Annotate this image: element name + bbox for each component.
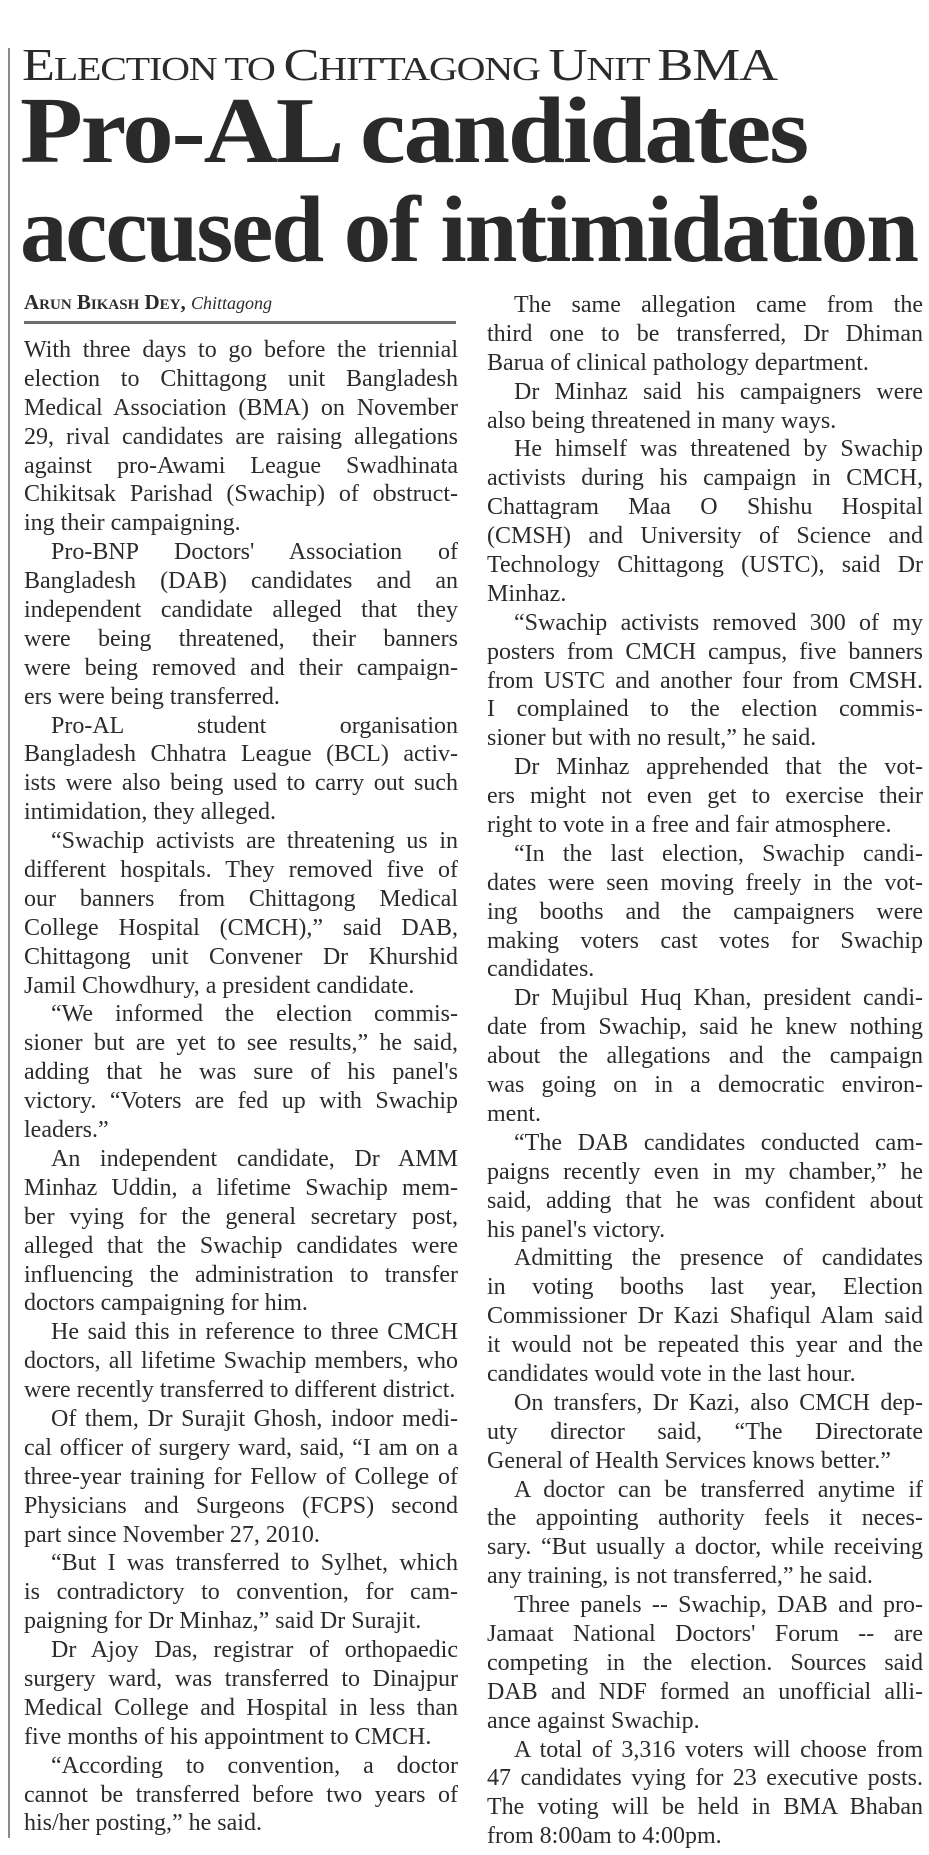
paragraph [487, 1129, 923, 1245]
paragraph [487, 1476, 923, 1592]
text-line [24, 336, 458, 365]
text-line [24, 1781, 458, 1810]
text-line-content: from 8:00am to 4:00pm. [487, 1823, 722, 1850]
text-line [487, 291, 923, 320]
text-line-content: the appointing authority feels it neces- [487, 1505, 923, 1532]
text-line [24, 712, 458, 741]
text-line [487, 435, 923, 464]
text-line-content: cal officer of surgery ward, said, “I am on a [24, 1434, 458, 1461]
text-line [487, 1042, 923, 1071]
text-line [487, 1071, 923, 1100]
text-line [24, 654, 458, 683]
text-line-content: our banners from Chittagong Medical [24, 885, 458, 912]
text-line [487, 1158, 923, 1187]
text-line [487, 927, 923, 956]
text-line [24, 1289, 458, 1318]
text-line-content: cannot be transferred before two years of [24, 1781, 458, 1808]
text-line-content: adding that he was sure of his panel's [24, 1059, 458, 1086]
text-line-content: in voting booths last year, Election [487, 1274, 923, 1301]
text-line-content: The same allegation came from the [514, 292, 923, 318]
text-line [487, 1504, 923, 1533]
text-line-content: 29, rival candidates are raising allegations [24, 423, 458, 450]
text-line-content: doctors campaigning for him. [24, 1290, 308, 1317]
text-line-content: right to vote in a free and fair atmosphere. [487, 812, 892, 839]
text-line [487, 1331, 923, 1360]
text-line [487, 320, 923, 349]
text-line [487, 493, 923, 522]
paragraph [24, 1145, 458, 1318]
text-line-content: dates were seen moving freely in the vot- [487, 869, 923, 896]
text-line [24, 423, 458, 452]
text-line [487, 1129, 923, 1158]
paragraph [24, 1636, 458, 1752]
text-line-content: is contradictory to convention, for cam- [24, 1579, 458, 1606]
text-line [24, 856, 458, 885]
text-line [24, 452, 458, 481]
text-line [24, 1376, 458, 1405]
text-line [487, 1447, 923, 1476]
text-line-content: An independent candidate, Dr AMM [51, 1145, 458, 1172]
text-line-content: it would not be repeated this year and the [487, 1332, 923, 1359]
text-line [487, 1476, 923, 1505]
text-line-content: election to Chittagong unit Bangladesh [24, 365, 458, 392]
text-line-content: ber vying for the general secretary post, [24, 1203, 458, 1230]
text-line-content: 47 candidates vying for 23 executive posts. [487, 1765, 923, 1792]
paragraph [487, 753, 923, 840]
text-line [487, 1360, 923, 1389]
text-line-content: victory. “Voters are fed up with Swachip [24, 1088, 458, 1115]
byline [24, 290, 272, 315]
headline-line-2: accused of intimidation [20, 178, 917, 282]
headline-line-1: Pro-AL candidates [20, 79, 807, 183]
text-line-content: Chikitsak Parishad (Swachip) of obstruct- [24, 481, 458, 508]
text-line [487, 1620, 923, 1649]
text-line-content: different hospitals. They removed five of [24, 857, 458, 884]
text-line-content: Technology Chittagong (USTC), said Dr [487, 552, 923, 579]
text-line-content: Of them, Dr Surajit Ghosh, indoor medi- [51, 1405, 458, 1432]
text-line [487, 840, 923, 869]
text-line-content: posters from CMCH campus, five banners [487, 638, 923, 665]
text-line [487, 1591, 923, 1620]
text-line-content: from USTC and another four from CMSH. [487, 667, 923, 694]
kicker-text: BMA [657, 39, 777, 90]
text-line [24, 1203, 458, 1232]
text-line-content: candidates would vote in the last hour. [487, 1360, 856, 1387]
kicker-text: HITTAGONG [318, 51, 549, 88]
text-line [24, 740, 458, 769]
text-line-content: ance against Swachip. [487, 1707, 700, 1734]
text-line-content: third one to be transferred, Dr Dhiman [487, 320, 923, 347]
text-line [24, 625, 458, 654]
article-column-right [487, 291, 923, 1851]
text-line [24, 1000, 458, 1029]
text-line [487, 1764, 923, 1793]
text-line-content: date from Swachip, said he knew nothing [487, 1014, 923, 1041]
text-line-content: five months of his appointment to CMCH. [24, 1723, 432, 1750]
text-line [24, 538, 458, 567]
byline-rule [24, 321, 456, 324]
text-line-content: I complained to the election commis- [487, 696, 923, 723]
text-line-content: “Swachip activists removed 300 of my [514, 609, 923, 636]
text-line-content: Minhaz. [487, 580, 567, 607]
text-line [24, 683, 458, 712]
text-line-content: ing their campaigning. [24, 510, 241, 537]
text-line [24, 509, 458, 538]
text-line-content: against pro-Awami League Swadhinata [24, 452, 458, 479]
text-line [24, 365, 458, 394]
paragraph [24, 1549, 458, 1636]
text-line [487, 378, 923, 407]
text-line [24, 769, 458, 798]
text-line [24, 1261, 458, 1290]
text-line [487, 407, 923, 436]
text-line-content: (CMSH) and University of Science and [487, 523, 923, 550]
paragraph [487, 609, 923, 753]
text-line-content: Barua of clinical pathology department. [487, 349, 869, 376]
paragraph [487, 435, 923, 608]
text-line [24, 567, 458, 596]
paragraph [487, 840, 923, 984]
text-line [24, 1463, 458, 1492]
text-line [24, 1405, 458, 1434]
paragraph [487, 378, 923, 436]
text-line [487, 667, 923, 696]
text-line-content: three-year training for Fellow of College of [24, 1463, 458, 1490]
text-line [487, 1736, 923, 1765]
text-line-content: doctors, all lifetime Swachip members, who [24, 1348, 458, 1375]
text-line-content: influencing the administration to transfer [24, 1261, 458, 1288]
text-line [24, 1665, 458, 1694]
text-line [487, 1244, 923, 1273]
article-column-left [24, 336, 458, 1838]
paragraph [487, 1736, 923, 1852]
text-line [24, 914, 458, 943]
paragraph [487, 984, 923, 1128]
text-line-content: intimidation, they alleged. [24, 799, 276, 826]
text-line [24, 1058, 458, 1087]
kicker-text: LECTION TO [53, 51, 284, 88]
text-line [24, 1174, 458, 1203]
text-line [487, 551, 923, 580]
kicker-text: U [548, 39, 587, 90]
text-line-content: were being removed and their campaign- [24, 654, 458, 681]
text-line [24, 1145, 458, 1174]
text-line [487, 782, 923, 811]
text-line-content: ers might not even get to exercise their [487, 783, 923, 810]
text-line [24, 1521, 458, 1550]
text-line [24, 480, 458, 509]
text-line-content: He himself was threatened by Swachip [514, 436, 923, 463]
text-line [24, 1694, 458, 1723]
paragraph [24, 712, 458, 828]
text-line-content: Dr Minhaz said his campaigners were [514, 378, 923, 405]
text-line [487, 1013, 923, 1042]
text-line [487, 1562, 923, 1591]
text-line-content: Chattagram Maa O Shishu Hospital [487, 494, 923, 521]
text-line [487, 638, 923, 667]
text-line [487, 1533, 923, 1562]
text-line-content: “In the last election, Swachip candi- [514, 840, 923, 867]
text-line [487, 609, 923, 638]
byline-location: Chittagong [191, 293, 273, 313]
kicker-text: NIT [586, 51, 658, 88]
text-line-content: also being threatened in many ways. [487, 407, 837, 434]
text-line-content: Jamil Chowdhury, a president candidate. [24, 972, 415, 999]
text-line-content: making voters cast votes for Swachip [487, 927, 923, 954]
text-line-content: “But I was transferred to Sylhet, which [51, 1550, 458, 1577]
text-line-content: ists were also being used to carry out such [24, 770, 458, 797]
text-line [24, 1578, 458, 1607]
paragraph [24, 538, 458, 711]
text-line [24, 1434, 458, 1463]
text-line-content: Chittagong unit Convener Dr Khurshid [24, 943, 458, 970]
text-line-content: General of Health Services knows better.” [487, 1447, 891, 1474]
paragraph [24, 827, 458, 1000]
text-line-content: Three panels -- Swachip, DAB and pro- [514, 1592, 923, 1619]
text-line [487, 1273, 923, 1302]
paragraph [24, 1405, 458, 1549]
text-line-content: DAB and NDF formed an unofficial alli- [487, 1678, 923, 1705]
text-line [487, 811, 923, 840]
text-line-content: were recently transferred to different district. [24, 1377, 456, 1404]
text-line [24, 827, 458, 856]
text-line [24, 1752, 458, 1781]
text-line-content: his/her posting,” he said. [24, 1810, 262, 1837]
text-line [487, 898, 923, 927]
paragraph [487, 1591, 923, 1735]
text-line-content: Dr Ajoy Das, registrar of orthopaedic [51, 1637, 458, 1664]
text-line [24, 1636, 458, 1665]
text-line [487, 464, 923, 493]
text-line-content: Bangladesh Chhatra League (BCL) activ- [24, 741, 458, 768]
text-line [487, 869, 923, 898]
text-line-content: sary. “But usually a doctor, while receiving [487, 1534, 923, 1561]
text-line-content: A total of 3,316 voters will choose from [514, 1736, 923, 1763]
text-line [24, 394, 458, 423]
text-line [24, 1029, 458, 1058]
text-line [24, 1318, 458, 1347]
text-line-content: leaders.” [24, 1117, 109, 1144]
text-line-content: On transfers, Dr Kazi, also CMCH dep- [514, 1389, 923, 1416]
text-line [487, 1302, 923, 1331]
text-line-content: Admitting the presence of candidates [514, 1245, 923, 1272]
text-line [487, 349, 923, 378]
text-line-content: said, adding that he was confident about [487, 1187, 923, 1214]
text-line-content: Bangladesh (DAB) candidates and an [24, 568, 458, 595]
paragraph [487, 291, 923, 378]
text-line-content: Jamaat National Doctors' Forum -- are [487, 1620, 923, 1647]
text-line [24, 1232, 458, 1261]
text-line [24, 1723, 458, 1752]
text-line [24, 1347, 458, 1376]
text-line-content: ers were being transferred. [24, 683, 280, 710]
byline-author: Arun Bikash Dey, [24, 290, 186, 314]
text-line [487, 753, 923, 782]
text-line [487, 1389, 923, 1418]
text-line [487, 1187, 923, 1216]
text-line-content: competing in the election. Sources said [487, 1649, 923, 1676]
text-line-content: “Swachip activists are threatening us in [51, 828, 458, 855]
text-line-content: A doctor can be transferred anytime if [514, 1476, 923, 1503]
text-line-content: independent candidate alleged that they [24, 597, 458, 624]
text-line-content: Pro-AL student organisation [51, 712, 458, 739]
text-line-content: his panel's victory. [487, 1216, 666, 1243]
text-line-content: With three days to go before the triennial [24, 337, 458, 363]
text-line [24, 885, 458, 914]
text-line-content: “The DAB candidates conducted cam- [514, 1129, 923, 1156]
kicker-text: E [22, 39, 54, 90]
text-line [24, 1549, 458, 1578]
text-line [487, 984, 923, 1013]
text-line [487, 580, 923, 609]
text-line-content: sioner but are yet to see results,” he said, [24, 1030, 458, 1057]
text-line [24, 596, 458, 625]
text-line [487, 1822, 923, 1851]
text-line [487, 724, 923, 753]
text-line-content: Medical Association (BMA) on November [24, 394, 458, 421]
text-line-content: about the allegations and the campaign [487, 1043, 923, 1070]
text-line [24, 1492, 458, 1521]
text-line-content: “We informed the election commis- [51, 1001, 458, 1028]
paragraph [24, 1318, 458, 1405]
text-line-content: surgery ward, was transferred to Dinajpur [24, 1665, 458, 1692]
text-line-content: The voting will be held in BMA Bhaban [487, 1794, 923, 1821]
text-line [487, 955, 923, 984]
paragraph [487, 1389, 923, 1476]
text-line-content: sioner but with no result,” he said. [487, 725, 817, 752]
text-line [24, 943, 458, 972]
text-line-content: Pro-BNP Doctors' Association of [51, 539, 458, 566]
text-line [487, 695, 923, 724]
kicker-text: C [283, 39, 319, 90]
text-line-content: part since November 27, 2010. [24, 1521, 320, 1548]
text-line [487, 1678, 923, 1707]
text-line-content: Dr Minhaz apprehended that the vot- [514, 754, 923, 781]
text-line-content: “According to convention, a doctor [51, 1752, 458, 1779]
text-line [487, 1100, 923, 1129]
text-line [487, 522, 923, 551]
text-line-content: were being threatened, their banners [24, 625, 458, 652]
text-line-content: Minhaz Uddin, a lifetime Swachip mem- [24, 1174, 458, 1201]
text-line-content: alleged that the Swachip candidates were [24, 1232, 458, 1259]
text-line [487, 1793, 923, 1822]
text-line-content: ing booths and the campaigners were [487, 898, 923, 925]
text-line-content: candidates. [487, 956, 595, 983]
text-line-content: ment. [487, 1100, 541, 1127]
text-line-content: paigning for Dr Minhaz,” said Dr Surajit. [24, 1608, 422, 1635]
text-line [24, 1607, 458, 1636]
column-border-line [8, 48, 10, 1838]
text-line-content: uty director said, “The Directorate [487, 1418, 923, 1445]
text-line-content: Commissioner Dr Kazi Shafiqul Alam said [487, 1303, 923, 1330]
text-line-content: paigns recently even in my chamber,” he [487, 1158, 923, 1185]
text-line-content: College Hospital (CMCH),” said DAB, [24, 914, 458, 941]
text-line-content: He said this in reference to three CMCH [51, 1319, 458, 1346]
text-line-content: was going on in a democratic environ- [487, 1072, 923, 1099]
text-line [24, 1116, 458, 1145]
text-line [487, 1707, 923, 1736]
text-line [487, 1418, 923, 1447]
text-line-content: Physicians and Surgeons (FCPS) second [24, 1492, 458, 1519]
paragraph [24, 336, 458, 538]
text-line [24, 798, 458, 827]
text-line-content: activists during his campaign in CMCH, [487, 465, 923, 492]
text-line [24, 972, 458, 1001]
text-line-content: Dr Mujibul Huq Khan, president candi- [514, 985, 923, 1012]
text-line-content: Medical College and Hospital in less than [24, 1694, 458, 1721]
text-line [487, 1216, 923, 1245]
text-line [24, 1809, 458, 1838]
text-line [487, 1649, 923, 1678]
text-line-content: any training, is not transferred,” he said. [487, 1563, 873, 1590]
paragraph [24, 1000, 458, 1144]
paragraph [24, 1752, 458, 1839]
paragraph [487, 1244, 923, 1388]
text-line [24, 1087, 458, 1116]
